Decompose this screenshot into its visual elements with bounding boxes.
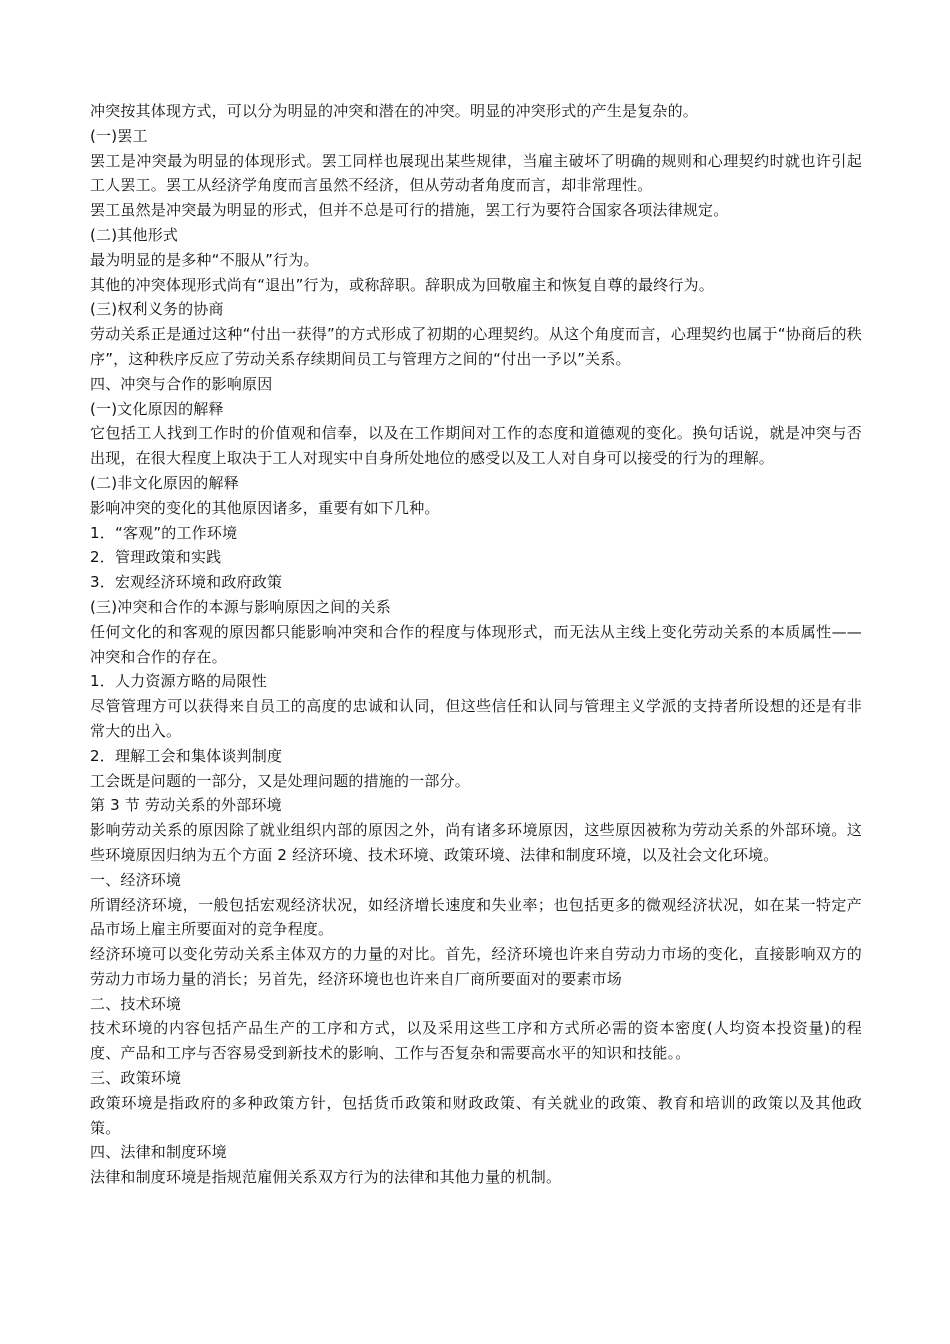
paragraph-union: 工会既是问题的一部分，又是处理问题的措施的一部分。 [90, 771, 471, 790]
heading-negotiation: (三)权利义务的协商 [90, 300, 224, 319]
list-item-union: 2．理解工会和集体谈判制度 [90, 746, 283, 765]
heading-section-three: 第 3 节 劳动关系的外部环境 [90, 796, 282, 815]
document-page [90, 99, 862, 1190]
heading-non-cultural-reasons: (二)非文化原因的解释 [90, 473, 239, 492]
paragraph-strike-2: 罢工虽然是冲突最为明显的形式，但并不总是可行的措施，罢工行为要符合国家各项法律规定。 [90, 201, 729, 220]
list-item-macro-economy: 3．宏观经济环境和政府政策 [90, 573, 283, 592]
heading-legal-environment: 四、法律和制度环境 [90, 1143, 227, 1162]
heading-other-forms: (二)其他形式 [90, 225, 179, 244]
paragraph-legal: 法律和制度环境是指规范雇佣关系双方行为的法律和其他力量的机制。 [90, 1168, 562, 1187]
paragraph-intro: 冲突按其体现方式，可以分为明显的冲突和潜在的冲突。明显的冲突形式的产生是复杂的。 [90, 102, 699, 120]
heading-economic-environment: 一、经济环境 [90, 870, 182, 889]
paragraph-psychological-contract: 劳动关系正是通过这种“付出一获得”的方式形成了初期的心理契约。从这个角度而言，心理契约也属于“协商后的秩序”，这种秩序反应了劳动关系存续期间员工与管理方之间的“付出一予以”关系。 [90, 325, 862, 368]
heading-cultural-reasons: (一)文化原因的解释 [90, 399, 224, 418]
paragraph-policy: 政策环境是指政府的多种政策方针，包括货币政策和财政政策、有关就业的政策、教育和培训的政策以及其他政策。 [90, 1093, 862, 1137]
heading-strike: (一)罢工 [90, 126, 148, 145]
paragraph-economic-2: 经济环境可以变化劳动关系主体双方的力量的对比。首先，经济环境也许来自劳动力市场的变化，直接影响双方的劳动力市场力量的消长；另首先，经济环境也也许来自厂商所要面对的要素市场 [90, 945, 862, 988]
paragraph-relationship: 任何文化的和客观的原因都只能影响冲突和合作的程度与体现形式，而无法从主线上变化劳动关系的本质属性——冲突和合作的存在。 [90, 622, 862, 666]
paragraph-hr-strategy: 尽管管理方可以获得来自员工的高度的忠诚和认同，但这些信任和认同与管理主义学派的支持者所设想的还是有非常大的出入。 [90, 697, 862, 740]
heading-section-four: 四、冲突与合作的影响原因 [90, 374, 273, 393]
paragraph-exit: 其他的冲突体现形式尚有“退出”行为，或称辞职。辞职成为回敬雇主和恢复自尊的最终行为。 [90, 275, 714, 294]
paragraph-technical: 技术环境的内容包括产品生产的工序和方式，以及采用这些工序和方式所必需的资本密度(人均资本投资量)的程度、产品和工序与否容易受到新技术的影响、工作与否复杂和需要高水平的知识和技能。。 [90, 1019, 862, 1063]
paragraph-disobedience: 最为明显的是多种“不服从”行为。 [90, 250, 319, 269]
heading-relationship: (三)冲突和合作的本源与影响原因之间的关系 [90, 597, 391, 616]
list-item-hr-strategy: 1．人力资源方略的局限性 [90, 672, 267, 691]
paragraph-cultural-reasons: 它包括工人找到工作时的价值观和信奉，以及在工作期间对工作的态度和道德观的变化。换句话说，就是冲突与否出现，在很大程度上取决于工人对现实中自身所处地位的感受以及工人对自身可以接受的行为的理解。 [90, 424, 862, 468]
list-item-management-policy: 2．管理政策和实践 [90, 548, 222, 567]
heading-policy-environment: 三、政策环境 [90, 1069, 182, 1088]
paragraph-non-cultural-reasons: 影响冲突的变化的其他原因诸多，重要有如下几种。 [90, 498, 440, 517]
paragraph-economic-1: 所谓经济环境，一般包括宏观经济状况，如经济增长速度和失业率；也包括更多的微观经济状况，如在某一特定产品市场上雇主所要面对的竞争程度。 [90, 895, 862, 939]
paragraph-external-environment: 影响劳动关系的原因除了就业组织内部的原因之外，尚有诸多环境原因，这些原因被称为劳动关系的外部环境。这些环境原因归纳为五个方面 2 经济环境、技术环境、政策环境、法律和制度环境，以及社会文化环境。 [90, 821, 862, 864]
heading-technical-environment: 二、技术环境 [90, 994, 182, 1013]
paragraph-strike-1: 罢工是冲突最为明显的体现形式。罢工同样也展现出某些规律，当雇主破坏了明确的规则和心理契约时就也许引起工人罢工。罢工从经济学角度而言虽然不经济，但从劳动者角度而言，却非常理性。 [90, 151, 862, 195]
list-item-objective-environment: 1．“客观”的工作环境 [90, 523, 238, 542]
